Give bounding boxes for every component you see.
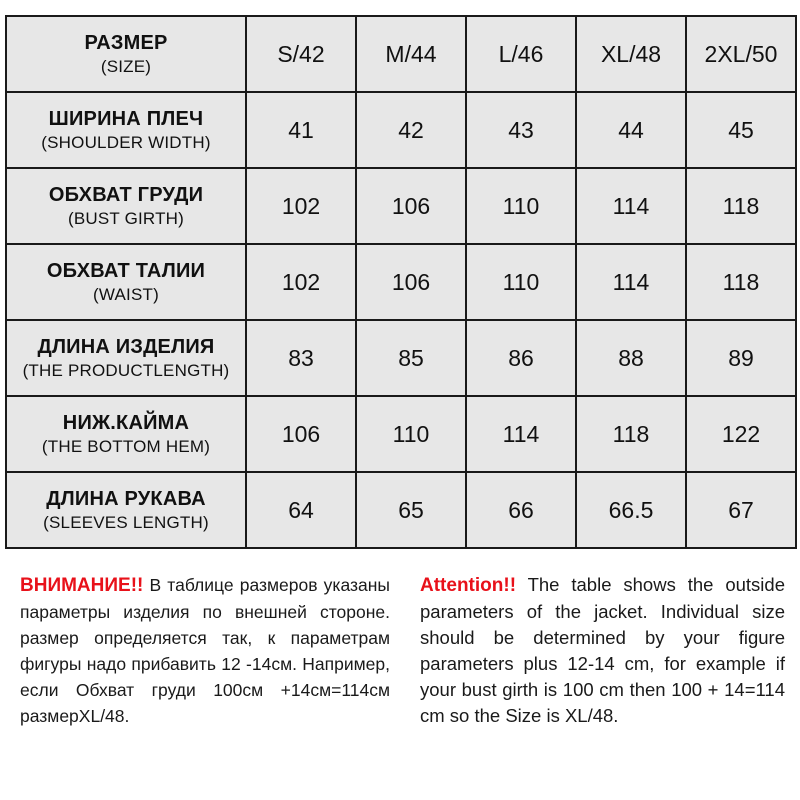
table-cell: 106 xyxy=(356,244,466,320)
row-label-en: (BUST GIRTH) xyxy=(67,208,185,228)
table-cell: 114 xyxy=(466,396,576,472)
table-cell: 118 xyxy=(686,244,796,320)
table-row-product-length xyxy=(6,320,796,396)
row-label xyxy=(6,320,246,396)
row-label-en: (THE BOTTOM HEM) xyxy=(41,436,211,456)
table-cell: 64 xyxy=(246,472,356,548)
table-cell: 102 xyxy=(246,244,356,320)
row-label-ru: ДЛИНА РУКАВА xyxy=(46,487,206,510)
table-cell: 85 xyxy=(356,320,466,396)
size-column-header: M/44 xyxy=(356,16,466,92)
size-column-header: XL/48 xyxy=(576,16,686,92)
row-label xyxy=(6,472,246,548)
table-cell: 42 xyxy=(356,92,466,168)
table-cell: 86 xyxy=(466,320,576,396)
size-column-header: 2XL/50 xyxy=(686,16,796,92)
table-row-waist xyxy=(6,244,796,320)
table-cell: 118 xyxy=(576,396,686,472)
table-row-bust-girth xyxy=(6,168,796,244)
row-label xyxy=(6,168,246,244)
size-notes xyxy=(0,572,800,800)
size-label-en: (SIZE) xyxy=(100,56,152,76)
table-cell: 106 xyxy=(356,168,466,244)
table-cell: 66 xyxy=(466,472,576,548)
row-label-en: (WAIST) xyxy=(93,284,159,304)
table-cell: 65 xyxy=(356,472,466,548)
row-label-ru: ОБХВАТ ТАЛИИ xyxy=(46,259,206,282)
table-cell: 45 xyxy=(686,92,796,168)
table-cell: 118 xyxy=(686,168,796,244)
size-label-ru: РАЗМЕР xyxy=(84,31,168,54)
row-label xyxy=(6,396,246,472)
size-column-header: S/42 xyxy=(246,16,356,92)
table-row-shoulder-width xyxy=(6,92,796,168)
table-row-bottom-hem xyxy=(6,396,796,472)
table-cell: 83 xyxy=(246,320,356,396)
table-cell: 41 xyxy=(246,92,356,168)
table-cell: 114 xyxy=(576,168,686,244)
size-chart-table xyxy=(5,15,797,549)
row-label-en: (THE PRODUCTLENGTH) xyxy=(22,360,230,380)
note-english xyxy=(420,572,785,729)
table-cell: 67 xyxy=(686,472,796,548)
table-cell: 114 xyxy=(576,244,686,320)
table-cell: 110 xyxy=(466,168,576,244)
row-label-en: (SLEEVES LENGTH) xyxy=(43,512,209,532)
size-header-label xyxy=(6,16,246,92)
row-label-ru: ДЛИНА ИЗДЕЛИЯ xyxy=(37,335,215,358)
row-label-en: (SHOULDER WIDTH) xyxy=(41,132,211,152)
row-label xyxy=(6,244,246,320)
table-cell: 106 xyxy=(246,396,356,472)
table-cell: 88 xyxy=(576,320,686,396)
note-russian xyxy=(20,572,390,729)
table-cell: 43 xyxy=(466,92,576,168)
table-cell: 44 xyxy=(576,92,686,168)
note-text-ru: В таблице размеров указаны параметры изделия по внешней стороне. размер определяется так, к параметрам фигуры надо прибавить 12 -14см. Например, если Обхват груди 100см +14см=114см размерXL/48. xyxy=(20,575,390,726)
row-label-ru: ОБХВАТ ГРУДИ xyxy=(48,183,204,206)
size-header-row xyxy=(6,16,796,92)
table-cell: 110 xyxy=(466,244,576,320)
table-cell: 122 xyxy=(686,396,796,472)
size-column-header: L/46 xyxy=(466,16,576,92)
attention-label-ru: ВНИМАНИЕ!! xyxy=(20,575,144,596)
table-cell: 66.5 xyxy=(576,472,686,548)
table-cell: 102 xyxy=(246,168,356,244)
row-label-ru: ШИРИНА ПЛЕЧ xyxy=(48,107,204,130)
table-row-sleeves-length xyxy=(6,472,796,548)
row-label-ru: НИЖ.КАЙМА xyxy=(62,411,190,434)
note-text-en: The table shows the outside parameters of the jacket. Individual size should be determined by your figure parameters plus 12-14 cm, for example if your bust girth is 100 cm then 100 + 14=114 cm so the Size is XL/48. xyxy=(420,574,785,726)
table-cell: 110 xyxy=(356,396,466,472)
table-cell: 89 xyxy=(686,320,796,396)
attention-label-en: Attention!! xyxy=(420,575,517,596)
row-label xyxy=(6,92,246,168)
